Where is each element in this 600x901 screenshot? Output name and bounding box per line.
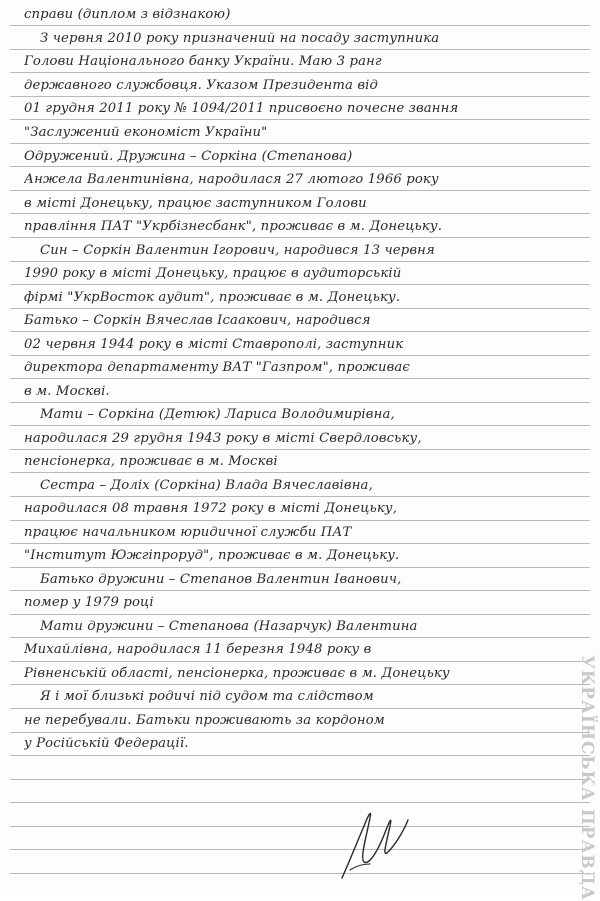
ruled-line (10, 708, 590, 709)
text-line-20: пенсіонерка, проживає в м. Москві (24, 454, 278, 469)
ruled-line (10, 213, 590, 214)
text-line-30: Я і мої близькі родичі під судом та слідством (40, 689, 374, 704)
text-line-16: директора департаменту ВАТ "Газпром", проживає (24, 360, 410, 375)
text-line-28: Михайлівна, народилася 11 березня 1948 року в (24, 642, 372, 657)
ruled-line (10, 331, 590, 332)
ruled-line (10, 119, 590, 120)
ruled-line (10, 661, 590, 662)
text-line-17: в м. Москві. (24, 384, 110, 399)
ruled-line (10, 826, 590, 827)
ruled-line (10, 425, 590, 426)
text-line-18: Мати – Соркіна (Детюк) Лариса Володимирівна, (40, 407, 395, 422)
text-line-12: 1990 року в місті Донецьку, працює в аудиторській (24, 266, 402, 281)
ruled-line (10, 472, 590, 473)
ruled-line (10, 49, 590, 50)
ruled-line (10, 190, 590, 191)
ruled-line (10, 237, 590, 238)
ruled-line (10, 449, 590, 450)
ruled-line (10, 614, 590, 615)
ruled-line (10, 543, 590, 544)
text-line-11: Син – Соркін Валентин Ігорович, народився 13 червня (40, 243, 435, 258)
text-line-9: в місті Донецьку, працює заступником Голови (24, 196, 367, 211)
text-line-21: Сестра – Доліх (Соркіна) Влада Вячеславівна, (40, 478, 373, 493)
text-line-29: Рівненській області, пенсіонерка, проживає в м. Донецьку (24, 666, 450, 681)
ruled-line (10, 684, 590, 685)
text-line-32: у Російській Федерації. (24, 736, 189, 751)
ruled-line (10, 378, 590, 379)
ruled-line (10, 520, 590, 521)
ruled-line (10, 25, 590, 26)
watermark-text: УКРАЇНСЬКА ПРАВДА (577, 655, 597, 901)
ruled-line (10, 496, 590, 497)
ruled-line (10, 72, 590, 73)
ruled-line (10, 261, 590, 262)
ruled-line (10, 308, 590, 309)
ruled-line (10, 779, 590, 780)
text-line-19: народилася 29 грудня 1943 року в місті Свердловську, (24, 431, 422, 446)
ruled-line (10, 637, 590, 638)
text-line-1: справи (диплом з відзнакою) (24, 7, 231, 22)
ruled-line (10, 590, 590, 591)
ruled-line (10, 802, 590, 803)
text-line-3: Голови Національного банку України. Маю 3 ранг (24, 54, 382, 69)
ruled-line (10, 355, 590, 356)
ruled-line (10, 567, 590, 568)
text-line-22: народилася 08 травня 1972 року в місті Донецьку, (24, 501, 398, 516)
text-line-14: Батько – Соркін Вячеслав Ісаакович, народився (24, 313, 371, 328)
ruled-line (10, 96, 590, 97)
ruled-line (10, 402, 590, 403)
text-line-26: помер у 1979 році (24, 595, 154, 610)
ruled-line (10, 143, 590, 144)
text-line-23: працює начальником юридичної служби ПАТ (24, 525, 352, 540)
text-line-31: не перебували. Батьки проживають за кордоном (24, 713, 385, 728)
text-line-10: правління ПАТ "Укрбізнесбанк", проживає в м. Донецьку. (24, 219, 443, 234)
text-line-15: 02 червня 1944 року в місті Ставрополі, заступник (24, 337, 404, 352)
text-line-13: фірмі "УкрВосток аудит", проживає в м. Донецьку. (24, 290, 401, 305)
text-line-6: "Заслужений економіст України" (24, 125, 268, 140)
text-line-5: 01 грудня 2011 року № 1094/2011 присвоєно почесне звання (24, 101, 459, 116)
ruled-line (10, 284, 590, 285)
signature-mark (320, 790, 430, 890)
text-line-4: державного службовця. Указом Президента від (24, 78, 379, 93)
text-line-8: Анжела Валентинівна, народилася 27 лютого 1966 року (24, 172, 439, 187)
ruled-line (10, 849, 590, 850)
ruled-line (10, 732, 590, 733)
text-line-25: Батько дружини – Степанов Валентин Іванович, (40, 572, 402, 587)
text-line-24: "Інститут Южгіпроруд", проживає в м. Донецьку. (24, 548, 400, 563)
text-line-27: Мати дружини – Степанова (Назарчук) Валентина (40, 619, 418, 634)
ruled-line (10, 166, 590, 167)
text-line-2: З червня 2010 року призначений на посаду заступника (40, 31, 440, 46)
ruled-line (10, 755, 590, 756)
ruled-line (10, 873, 590, 874)
text-line-7: Одружений. Дружина – Соркіна (Степанова) (24, 149, 353, 164)
